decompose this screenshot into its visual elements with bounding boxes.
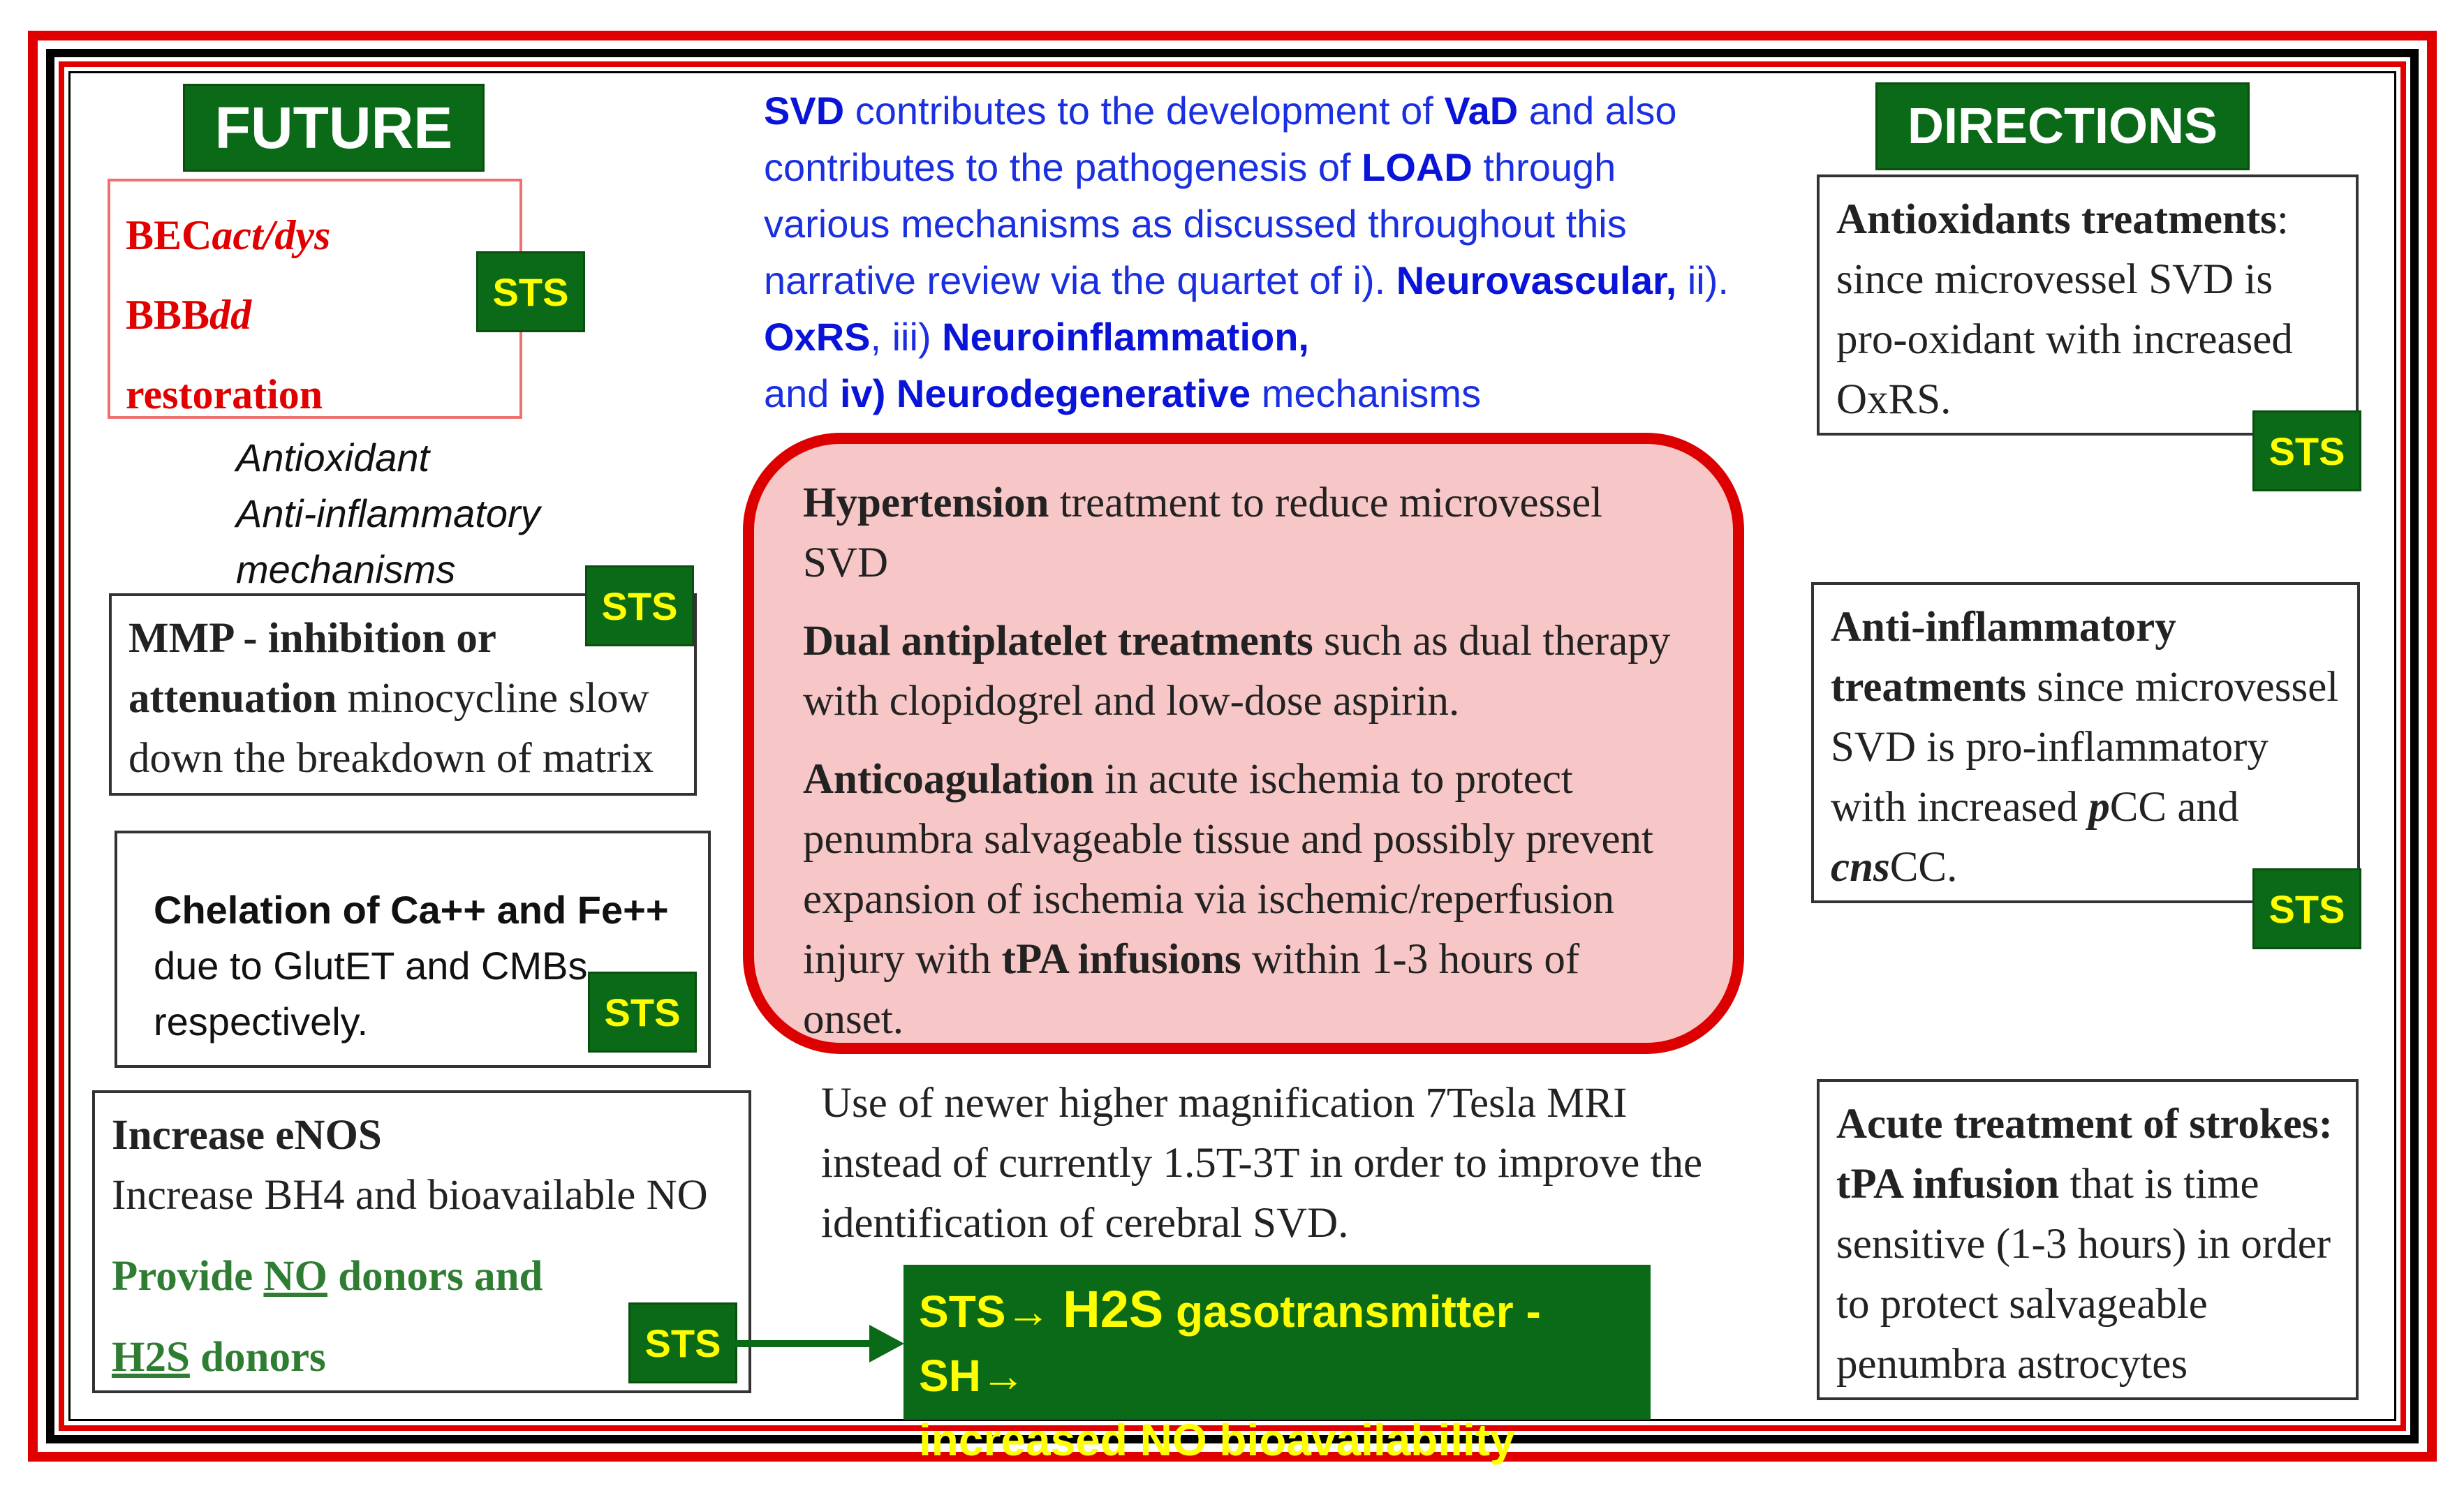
h2s-gasotransmitter-box [903,1265,1651,1465]
dual-bold: Dual antiplatelet treatments [803,618,1313,664]
acute-treatment-box [1817,1079,2359,1400]
anti-inflammatory-box [1811,582,2360,903]
sts-badge-enos: STS [628,1302,737,1383]
anticoag-bold: Anticoagulation [803,756,1094,803]
sts-badge-antioxidants: STS [2252,410,2361,491]
mechanism-item: Anti-inflammatory [236,491,540,535]
anticoag-text: in acute ischemia to protect penumbra salvageable tissue and possibly prevent expansion of ischemia via ischemic/reperfusion injury with [803,756,1653,983]
bec-act-dys: act/dys [212,212,331,258]
mri-text: Use of newer higher magnification 7Tesla MRI instead of currently 1.5T-3T in order to improve the identification of cerebral SVD. [821,1080,1703,1247]
mechanism-item: Antioxidant [236,436,430,480]
provide-a: Provide [112,1253,264,1300]
future-heading: FUTURE [183,84,485,172]
neurodegenerative-term: iv) Neurodegenerative [840,371,1251,415]
mechanisms-list [236,430,627,597]
bec-label: BEC [126,212,212,258]
bbb-dd: dd [209,292,252,338]
cns-prefix: cns [1831,844,1890,891]
intro-fragment: , iii) [870,315,943,359]
intro-fragment: through various mechanisms as discussed throughout this narrative review via the quartet of i). [764,145,1627,302]
intro-fragment: mechanisms [1251,371,1482,415]
mmp-bold: MMP - inhibition or attenuation [128,615,496,722]
sts-badge-chelation: STS [588,972,697,1053]
bec-bbb-restoration-box [108,179,522,419]
h2s-box-h2s: H2S [1063,1280,1164,1338]
hypertension-text: treatment to reduce microvessel SVD [803,480,1603,586]
antioxidants-bold: Antioxidants treatments [1836,196,2277,243]
anti-inflammatory-text: since microvessel SVD is pro-inflammatory with increased [1831,664,2339,831]
mechanism-item: mechanisms [236,547,456,591]
neuroinflammation-term: Neuroinflammation, [942,315,1309,359]
anti-inflammatory-bold: Anti-inflammatory treatments [1831,604,2176,711]
tpa-bold: tPA infusions [1001,936,1241,983]
cc-text-1: CC and [2109,784,2239,831]
sts-badge-anti-inflammatory: STS [2252,868,2361,949]
h2s-box-line2: increased NO bioavailability [919,1415,1515,1465]
antioxidants-text: : since microvessel SVD is pro-oxidant with increased OxRS. [1836,196,2293,423]
enos-line2: Increase BH4 and bioavailable NO [112,1172,708,1219]
vad-term: VaD [1444,89,1519,133]
sts-badge-bec: STS [476,251,585,332]
mmp-text: minocycline slow down the breakdown of matrix [128,675,654,782]
bbb-label: BBB [126,292,210,338]
directions-heading: DIRECTIONS [1875,82,2250,170]
sts-badge-mmp: STS [585,565,694,646]
acute-bold: Acute treatment of strokes: tPA infusion [1836,1101,2333,1208]
intro-fragment: contributes to the development of [844,89,1445,133]
chelation-bold: Chelation of Ca++ and Fe++ [154,888,669,932]
acute-text: that is time sensitive (1-3 hours) in order to protect salvageable penumbra astrocytes [1836,1161,2331,1388]
provide-c: donors and [327,1253,543,1300]
h2s-box-sts: STS→ [919,1286,1063,1337]
arrow-sts-to-h2s [733,1319,908,1368]
enos-title: Increase eNOS [112,1112,382,1159]
treatment-pink-box [743,433,1744,1054]
intro-text [764,82,1741,422]
neurovascular-term: Neurovascular, [1396,258,1677,302]
intro-fragment: ii). [1676,258,1729,302]
provide-no: NO [263,1253,327,1300]
restoration-label: restoration [126,371,323,417]
anticoag-text-end: within 1-3 hours of onset. [803,936,1580,1043]
chelation-text: due to GlutET and CMBs respectively. [154,944,588,1043]
dual-text: such as dual therapy with clopidogrel and low-dose aspirin. [803,618,1671,725]
hypertension-bold: Hypertension [803,480,1049,526]
svd-term: SVD [764,89,845,133]
intro-fragment: and also contributes to the pathogenesis of [764,89,1677,189]
antioxidants-box [1817,174,2359,436]
h2s-label: H2S [112,1334,190,1381]
intro-fragment: and [764,371,840,415]
h2s-box-gaso: gasotransmitter - SH→ [919,1286,1541,1401]
load-term: LOAD [1362,145,1473,189]
donors-label: donors [189,1334,326,1381]
cc-text-2: CC. [1889,844,1958,891]
oxrs-term: OxRS [764,315,871,359]
p-prefix: p [2088,784,2110,831]
